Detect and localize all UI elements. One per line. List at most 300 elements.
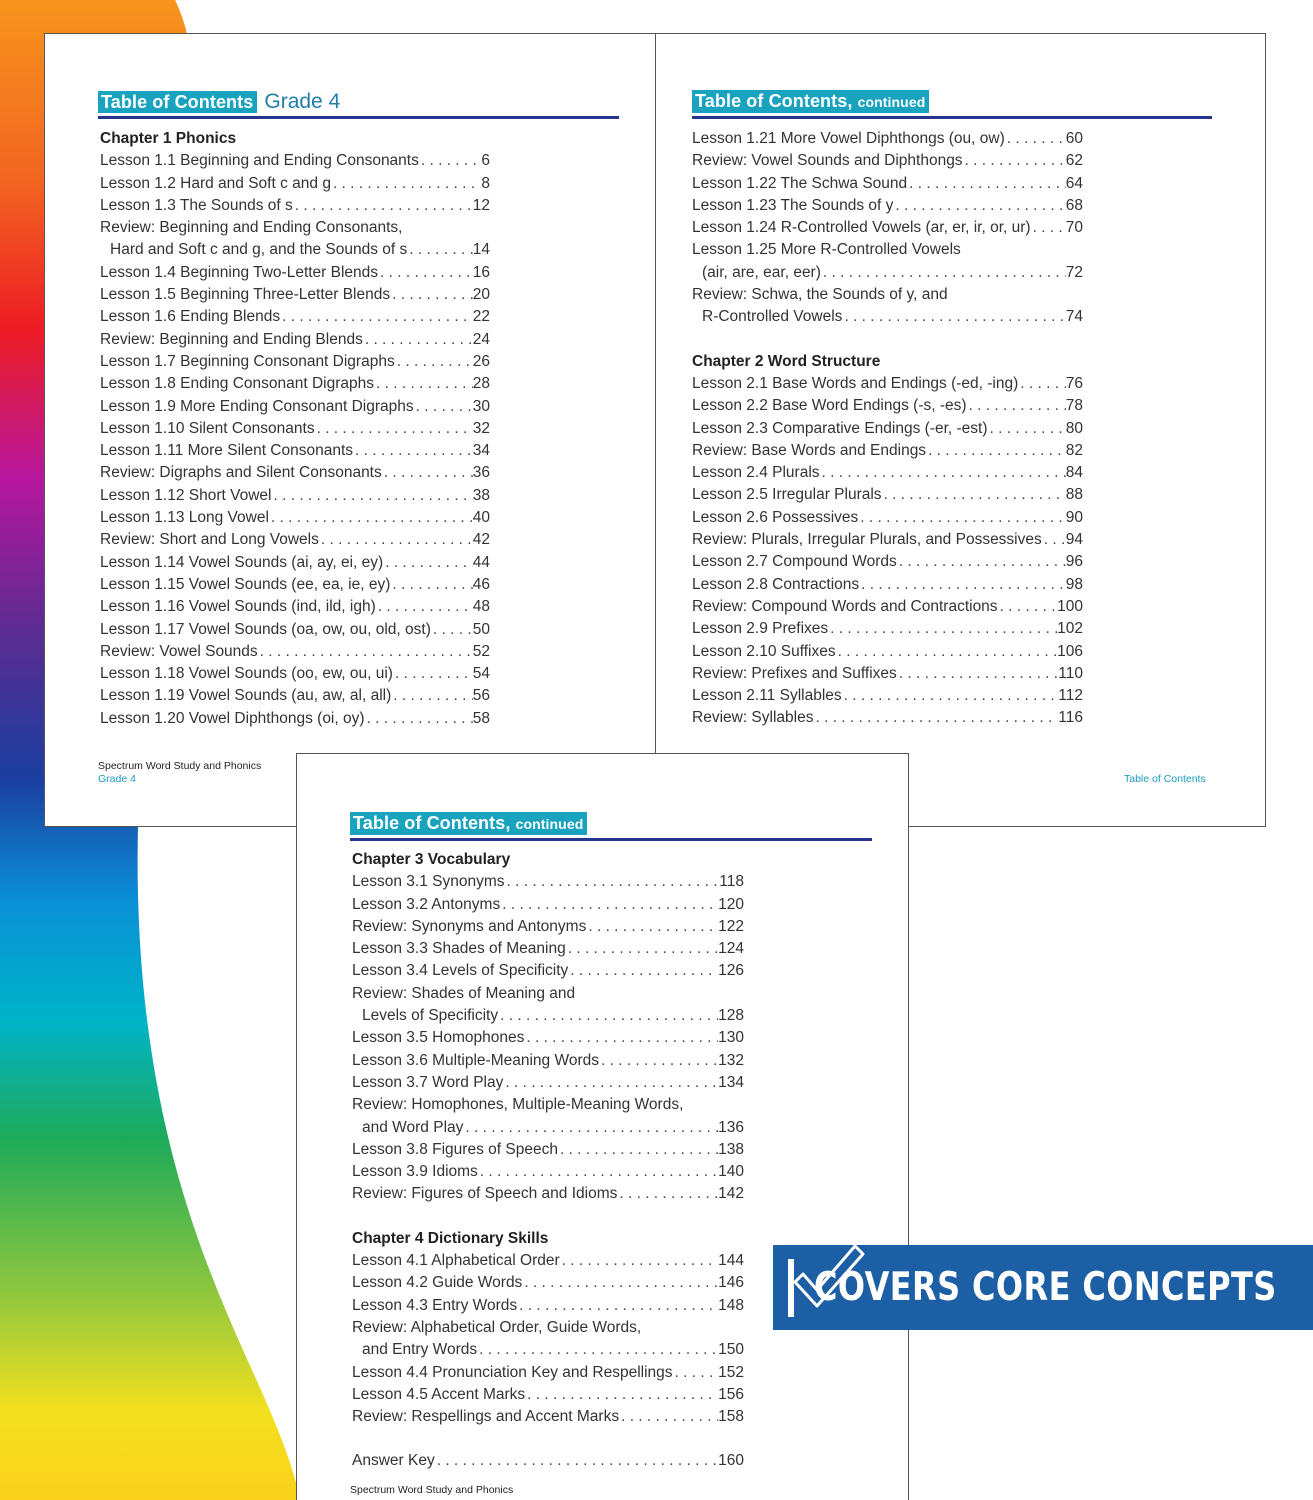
dot-leader [331,175,481,193]
toc-entry [100,286,490,308]
dot-leader [967,397,1066,415]
toc-entry-label: Lesson 1.17 Vowel Sounds (oa, ow, ou, old, ost) [100,620,431,638]
toc-entry-page: 8 [481,174,490,192]
toc-entry-page: 56 [472,687,490,705]
toc-entry [352,1119,744,1141]
toc-entry-label: Lesson 1.7 Beginning Consonant Digraphs [100,352,395,370]
toc-entry-page: 160 [718,1452,744,1470]
toc-entry [352,962,744,984]
toc-entry [692,397,1083,419]
toc-entry-page: 20 [472,286,490,304]
dot-leader [586,918,718,936]
toc-entry-page: 30 [472,397,490,415]
chapter-heading [352,851,744,873]
toc-entry-label: Lesson 1.11 More Silent Consonants [100,442,354,460]
title-rule [692,116,1212,119]
dot-leader [293,197,473,215]
dot-leader [390,286,473,304]
toc-entry-label: and Word Play [362,1118,464,1136]
dot-leader [560,1252,718,1270]
toc-entry [692,576,1083,598]
dot-leader [463,1119,718,1137]
dot-leader [525,1386,718,1404]
dot-leader [828,620,1057,638]
toc-entry [692,442,1083,464]
toc-entry-label: Review: Base Words and Endings [692,441,927,459]
dot-leader [813,709,1058,727]
toc-entry-page: 60 [1065,130,1083,147]
dot-leader [269,509,473,527]
toc-entry-label: Review: Digraphs and Silent Consonants [100,464,382,482]
toc-entry [100,264,490,286]
chapter-heading [352,1230,744,1252]
toc-entry-label: Lesson 1.9 More Ending Consonant Digraphs [100,397,414,415]
toc-page-front [296,753,909,1500]
toc-entry-page: 110 [1058,664,1083,682]
toc-entry-page: 130 [718,1029,744,1047]
toc-entry-label: Review: Vowel Sounds [100,642,258,660]
toc-entry [100,152,490,174]
toc-entry-label: Answer Key [352,1452,435,1470]
toc-entry [100,197,490,219]
toc-entry [352,1252,744,1274]
toc-spacer [692,331,1083,353]
dot-leader [431,621,473,639]
toc-entry-label: Lesson 1.24 R-Controlled Vowels (ar, er, ir, or, ur) [692,219,1031,237]
toc-entry [352,1319,744,1341]
toc-entry-page: 150 [718,1341,744,1359]
dot-leader [435,1452,718,1470]
toc-entry [692,375,1083,397]
dot-leader [988,420,1066,438]
toc-entry [692,553,1083,575]
toc-entry [100,487,490,509]
dot-leader [821,264,1066,282]
dot-leader [566,940,718,958]
toc-entry [352,1141,744,1163]
toc-entry-label: Review: Vowel Sounds and Diphthongs [692,152,963,170]
page-footer [98,760,261,786]
toc-entry [692,264,1083,286]
toc-entry-label: Lesson 1.23 The Sounds of y [692,196,894,214]
toc-entry-page: 44 [472,553,490,571]
dot-leader [1018,375,1065,393]
toc-list [352,851,744,1475]
toc-entry-label: Levels of Specificity [362,1007,499,1025]
dot-leader [524,1029,718,1047]
toc-entry-label: Review: Schwa, the Sounds of y, and [692,286,948,304]
toc-entry [352,1007,744,1029]
toc-entry [100,241,490,263]
dot-leader [517,1297,718,1315]
dot-leader [390,576,472,594]
toc-entry-page: 26 [472,352,490,370]
toc-entry-page: 88 [1065,486,1083,504]
dot-leader [673,1364,719,1382]
toc-entry [100,308,490,330]
toc-entry-page: 72 [1065,263,1083,281]
toc-title: Table of Contents [98,91,257,113]
dot-leader [998,598,1058,616]
dot-leader [478,1163,718,1181]
dot-leader [503,1074,718,1092]
toc-entry [100,464,490,486]
toc-entry [100,576,490,598]
dot-leader [558,1141,718,1159]
toc-entry-label: Lesson 2.3 Comparative Endings (-er, -est) [692,419,988,437]
toc-entry-page: 148 [718,1296,744,1314]
dot-leader [1005,130,1066,148]
toc-entry-label: Review: Homophones, Multiple-Meaning Words, [352,1096,684,1114]
toc-entry [100,531,490,553]
toc-entry-label: Lesson 2.7 Compound Words [692,553,897,571]
dot-leader [280,308,473,326]
dot-leader [271,487,472,505]
toc-entry-label: Review: Prefixes and Suffixes [692,664,897,682]
toc-entry-label: Lesson 1.10 Silent Consonants [100,419,315,437]
toc-entry-page: 16 [472,263,490,281]
toc-entry-page: 96 [1065,553,1083,571]
toc-entry-label: Lesson 1.1 Beginning and Ending Consonants [100,152,419,170]
toc-entry-label: Lesson 1.4 Beginning Two-Letter Blends [100,263,379,281]
toc-entry-label: Lesson 1.12 Short Vowel [100,486,272,504]
toc-entry-page: 84 [1065,464,1083,482]
dot-leader [500,896,718,914]
toc-entry [100,509,490,531]
toc-entry [100,420,490,442]
toc-entry-label: Lesson 1.13 Long Vowel [100,509,269,527]
toc-entry-label: Review: Short and Long Vowels [100,531,319,549]
toc-entry [352,1408,744,1430]
toc-entry [692,241,1083,263]
toc-entry [352,1386,744,1408]
toc-entry-label: Lesson 1.22 The Schwa Sound [692,174,908,192]
toc-entry [692,286,1083,308]
toc-entry-label: Lesson 4.3 Entry Words [352,1296,518,1314]
toc-entry [352,1074,744,1096]
toc-spacer [352,1208,744,1230]
toc-entry-page: 70 [1065,219,1083,237]
dot-leader [315,420,473,438]
chapter-heading [692,353,1083,375]
toc-entry [692,197,1083,219]
toc-entry-page: 106 [1057,642,1083,660]
toc-entry-label: Lesson 3.4 Levels of Specificity [352,962,569,980]
toc-entry-page: 142 [718,1185,744,1203]
toc-entry [692,620,1083,642]
dot-leader [599,1052,718,1070]
dot-leader [391,687,473,705]
toc-entry-page: 100 [1057,597,1083,615]
toc-list [100,130,490,732]
toc-entry [100,442,490,464]
toc-entry-label: Lesson 2.2 Base Word Endings (-s, -es) [692,397,967,415]
toc-entry [352,873,744,895]
toc-entry-label: Lesson 2.8 Contractions [692,575,860,593]
dot-leader [382,464,473,482]
toc-entry [692,598,1083,620]
toc-entry-label: (air, are, ear, eer) [702,263,821,281]
toc-entry-page: 62 [1065,152,1083,170]
toc-entry-page: 132 [718,1051,744,1069]
toc-entry-label: Lesson 1.19 Vowel Sounds (au, aw, al, all) [100,687,392,705]
toc-entry [352,1185,744,1207]
toc-entry-page: 48 [472,598,490,616]
toc-entry-label: Lesson 1.6 Ending Blends [100,308,281,326]
toc-entry-label: Lesson 1.21 More Vowel Diphthongs (ou, ow) [692,130,1005,147]
dot-leader [1031,219,1066,237]
toc-entry [352,1096,744,1118]
toc-entry-page: 42 [472,531,490,549]
toc-entry [692,420,1083,442]
toc-entry-label: Chapter 4 Dictionary Skills [352,1229,549,1247]
toc-entry-label: Review: Shades of Meaning and [352,984,576,1002]
toc-entry-label: Lesson 1.2 Hard and Soft c and g [100,174,331,192]
dot-leader [393,665,473,683]
toc-entry-label: Lesson 1.14 Vowel Sounds (ai, ay, ei, ey) [100,553,384,571]
toc-entry-page: 36 [472,464,490,482]
chapter-heading [100,130,490,152]
dot-leader [842,687,1059,705]
toc-entry-label: Review: Alphabetical Order, Guide Words, [352,1318,642,1336]
toc-entry [692,152,1083,174]
dot-leader [376,598,473,616]
dot-leader [319,531,473,549]
toc-entry-label: Lesson 1.8 Ending Consonant Digraphs [100,375,375,393]
dot-leader [893,197,1065,215]
toc-entry-label: Lesson 3.5 Homophones [352,1029,525,1047]
toc-entry-page: 126 [718,962,744,980]
toc-entry-page: 94 [1065,531,1083,549]
toc-entry-label: Lesson 2.4 Plurals [692,464,820,482]
toc-entry-page: 46 [472,575,490,593]
toc-entry-label: Lesson 3.9 Idioms [352,1163,478,1181]
dot-leader [907,175,1066,193]
dot-leader [505,873,720,891]
toc-entry-label: Review: Beginning and Ending Blends [100,330,363,348]
toc-entry [100,175,490,197]
toc-entry-label: Review: Syllables [692,709,814,727]
dot-leader [395,353,473,371]
toc-entry-page: 80 [1065,419,1083,437]
dot-leader [477,1341,718,1359]
toc-entry-page: 138 [718,1140,744,1158]
dot-leader [820,464,1066,482]
toc-entry [692,665,1083,687]
toc-entry [352,1163,744,1185]
toc-entry-page: 152 [718,1363,744,1381]
toc-entry-page: 14 [472,241,490,259]
toc-entry [100,554,490,576]
toc-entry-page: 40 [472,509,490,527]
dot-leader [619,1408,718,1426]
toc-entry-page: 120 [718,895,744,913]
toc-entry-page: 98 [1065,575,1083,593]
toc-entry-label: Lesson 2.6 Possessives [692,508,859,526]
toc-entry [692,464,1083,486]
toc-entry-label: Lesson 3.3 Shades of Meaning [352,940,566,958]
toc-entry-page: 68 [1065,196,1083,214]
dot-leader [383,554,473,572]
title-rule [350,838,872,841]
toc-entry-label: Lesson 3.1 Synonyms [352,873,505,891]
toc-header [692,90,929,113]
badge-text: COVERS CORE CONCEPTS [814,1265,1277,1310]
toc-entry-page: 74 [1065,308,1083,326]
dot-leader [414,398,473,416]
toc-entry-page: 158 [718,1408,744,1426]
title-rule [98,116,619,119]
toc-entry-page: 52 [472,642,490,660]
toc-entry [100,643,490,665]
toc-entry-label: Lesson 1.15 Vowel Sounds (ee, ea, ie, ey) [100,575,391,593]
toc-entry [352,918,744,940]
dot-leader [836,643,1058,661]
toc-title: Table of Contents, continued [692,90,929,113]
dot-leader [374,375,473,393]
toc-entry [692,175,1083,197]
toc-entry-label: Lesson 2.10 Suffixes [692,642,836,660]
page-footer: Spectrum Word Study and Phonics [350,1484,514,1496]
toc-entry [100,353,490,375]
dot-leader [407,241,472,259]
covers-core-concepts-badge [773,1245,1313,1330]
toc-entry-label: Chapter 3 Vocabulary [352,851,511,868]
toc-entry-label: Lesson 1.25 More R-Controlled Vowels [692,241,961,259]
toc-page-right [655,33,1266,827]
toc-entry [352,1364,744,1386]
toc-entry [352,896,744,918]
toc-entry-page: 112 [1058,687,1083,705]
toc-entry-page: 12 [472,196,490,214]
toc-entry-label: Lesson 2.11 Syllables [692,687,842,705]
toc-entry-page: 144 [718,1252,744,1270]
toc-entry-label: Lesson 3.8 Figures of Speech [352,1140,558,1158]
toc-entry [100,219,490,241]
toc-entry-label: Lesson 1.3 The Sounds of s [100,196,293,214]
toc-entry-label: Lesson 4.5 Accent Marks [352,1385,526,1403]
dot-leader [353,442,473,460]
toc-entry [100,375,490,397]
toc-entry-label: Lesson 1.20 Vowel Diphthongs (oi, oy) [100,709,365,727]
toc-entry-page: 90 [1065,508,1083,526]
dot-leader [419,152,482,170]
dot-leader [617,1185,718,1203]
footer-title: Spectrum Word Study and Phonics [98,760,262,772]
checkmark-icon [788,1259,794,1317]
toc-entry [692,643,1083,665]
dot-leader [363,331,473,349]
toc-header [98,90,340,114]
toc-entry-page: 38 [472,486,490,504]
dot-leader [498,1007,718,1025]
toc-entry-page: 6 [481,152,490,170]
dot-leader [1042,531,1066,549]
toc-entry-page: 122 [718,917,744,935]
toc-entry-label: Lesson 2.9 Prefixes [692,620,829,638]
toc-entry-page: 118 [719,873,744,891]
toc-entry [100,331,490,353]
toc-entry [100,598,490,620]
toc-entry [352,1452,744,1474]
toc-entry-page: 32 [472,419,490,437]
page-footer: Table of Contents [1124,773,1206,785]
toc-entry [692,531,1083,553]
footer-grade: Grade 4 [98,773,136,785]
toc-page-left [44,33,656,827]
toc-entry [352,1274,744,1296]
toc-entry-page: 64 [1065,174,1083,192]
toc-entry-page: 50 [472,620,490,638]
toc-entry-page: 34 [472,442,490,460]
toc-entry [100,665,490,687]
toc-entry-label: Lesson 2.5 Irregular Plurals [692,486,882,504]
dot-leader [926,442,1066,460]
toc-entry [100,687,490,709]
toc-entry [352,1297,744,1319]
toc-list [692,130,1083,732]
toc-entry-page: 146 [718,1274,744,1292]
toc-entry-page: 76 [1065,374,1083,392]
toc-entry-label: Lesson 2.1 Base Words and Endings (-ed, -ing) [692,374,1019,392]
toc-entry-page: 128 [718,1007,744,1025]
toc-entry-label: Lesson 1.18 Vowel Sounds (oo, ew, ou, ui) [100,665,393,683]
toc-entry [100,398,490,420]
toc-entry-page: 102 [1057,620,1083,638]
toc-header [350,812,587,835]
toc-title: Table of Contents, continued [350,812,587,835]
dot-leader [842,308,1065,326]
toc-entry-label: Review: Respellings and Accent Marks [352,1408,620,1426]
dot-leader [365,710,473,728]
dot-leader [522,1274,718,1292]
toc-entry-page: 28 [472,375,490,393]
toc-entry-label: Lesson 4.2 Guide Words [352,1274,523,1292]
toc-entry-label: Chapter 1 Phonics [100,130,237,147]
toc-entry [352,1029,744,1051]
toc-entry-label: Review: Plurals, Irregular Plurals, and Possessives [692,531,1042,549]
dot-leader [897,665,1059,683]
toc-entry-page: 156 [718,1385,744,1403]
dot-leader [568,962,718,980]
toc-entry-page: 22 [472,308,490,326]
toc-entry-label: Hard and Soft c and g, and the Sounds of s [110,241,408,259]
toc-entry-label: Lesson 3.7 Word Play [352,1073,504,1091]
toc-entry-label: Lesson 1.5 Beginning Three-Letter Blends [100,286,391,304]
dot-leader [897,553,1066,571]
dot-leader [963,152,1066,170]
toc-entry-page: 116 [1058,709,1083,727]
toc-entry-page: 134 [718,1073,744,1091]
toc-entry [692,308,1083,330]
toc-entry-label: Lesson 4.4 Pronunciation Key and Respellings [352,1363,673,1381]
toc-entry [352,940,744,962]
toc-entry-page: 82 [1065,441,1083,459]
toc-entry-label: Review: Compound Words and Contractions [692,597,998,615]
dot-leader [882,486,1066,504]
toc-entry-page: 58 [472,709,490,727]
dot-leader [859,576,1066,594]
toc-entry-page: 54 [472,665,490,683]
toc-entry-page: 78 [1065,397,1083,415]
grade-label: Grade 4 [264,90,341,113]
toc-entry-page: 24 [472,330,490,348]
toc-entry-label: R-Controlled Vowels [702,308,843,326]
dot-leader [858,509,1065,527]
dot-leader [258,643,473,661]
toc-entry-label: Lesson 3.6 Multiple-Meaning Words [352,1051,599,1069]
toc-entry-label: Review: Synonyms and Antonyms [352,917,587,935]
